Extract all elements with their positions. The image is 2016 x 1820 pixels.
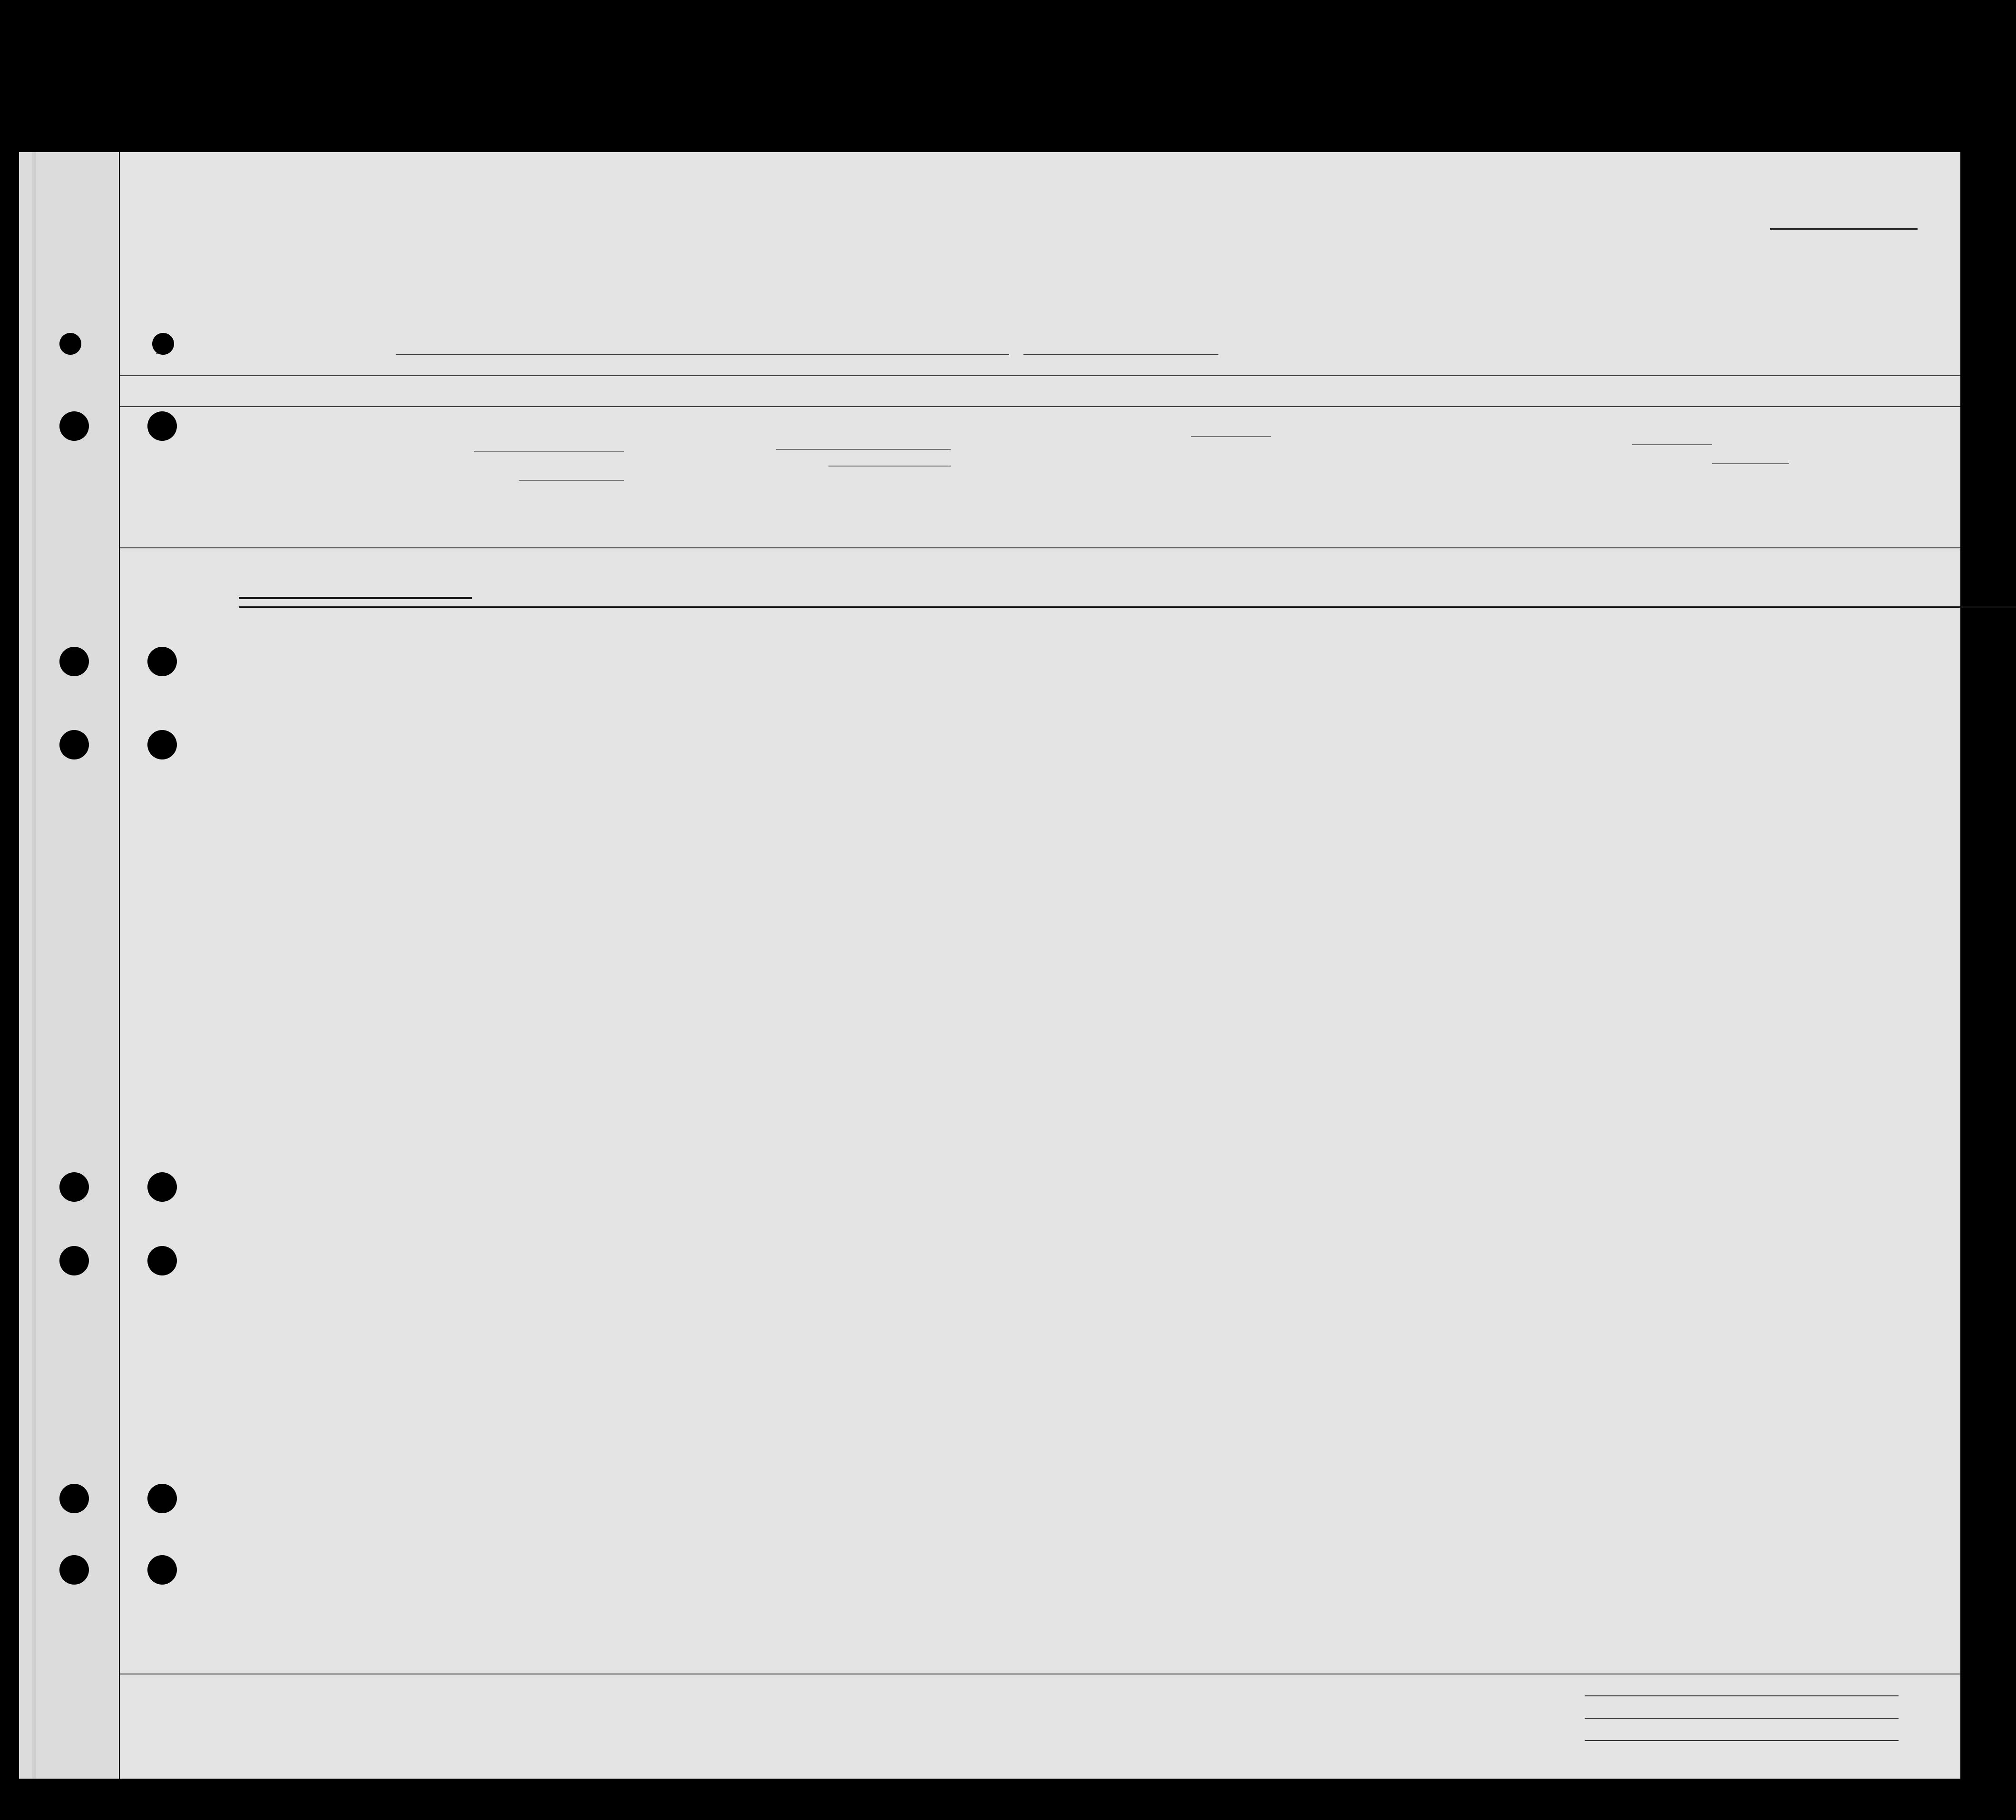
owners-rule bbox=[1585, 1718, 1899, 1719]
punch-hole bbox=[147, 730, 177, 759]
punch-hole bbox=[59, 647, 89, 676]
punch-hole bbox=[147, 1555, 177, 1585]
punch-hole bbox=[59, 1555, 89, 1585]
punch-hole bbox=[147, 411, 177, 441]
row2-strike-line bbox=[239, 606, 2016, 608]
punch-hole bbox=[147, 1172, 177, 1202]
punch-hole bbox=[59, 333, 81, 355]
list-underline bbox=[1770, 228, 1918, 230]
punch-hole bbox=[59, 730, 89, 759]
punch-hole bbox=[59, 1246, 89, 1275]
punch-hole bbox=[152, 333, 174, 355]
date-line bbox=[1023, 354, 1218, 355]
punch-hole bbox=[147, 1484, 177, 1513]
punch-hole bbox=[59, 1484, 89, 1513]
punch-hole bbox=[147, 1246, 177, 1275]
left-page-strip bbox=[19, 152, 119, 1779]
strip-edge bbox=[32, 152, 36, 1779]
agents-rule bbox=[1585, 1740, 1899, 1741]
punch-hole bbox=[147, 647, 177, 676]
form-grid bbox=[120, 152, 1960, 1779]
punch-hole bbox=[59, 411, 89, 441]
line-rule bbox=[1585, 1695, 1899, 1696]
row2-strike-line bbox=[239, 597, 472, 599]
port-line bbox=[396, 354, 1009, 355]
punch-hole bbox=[59, 1172, 89, 1202]
manifest-page bbox=[120, 152, 1960, 1779]
